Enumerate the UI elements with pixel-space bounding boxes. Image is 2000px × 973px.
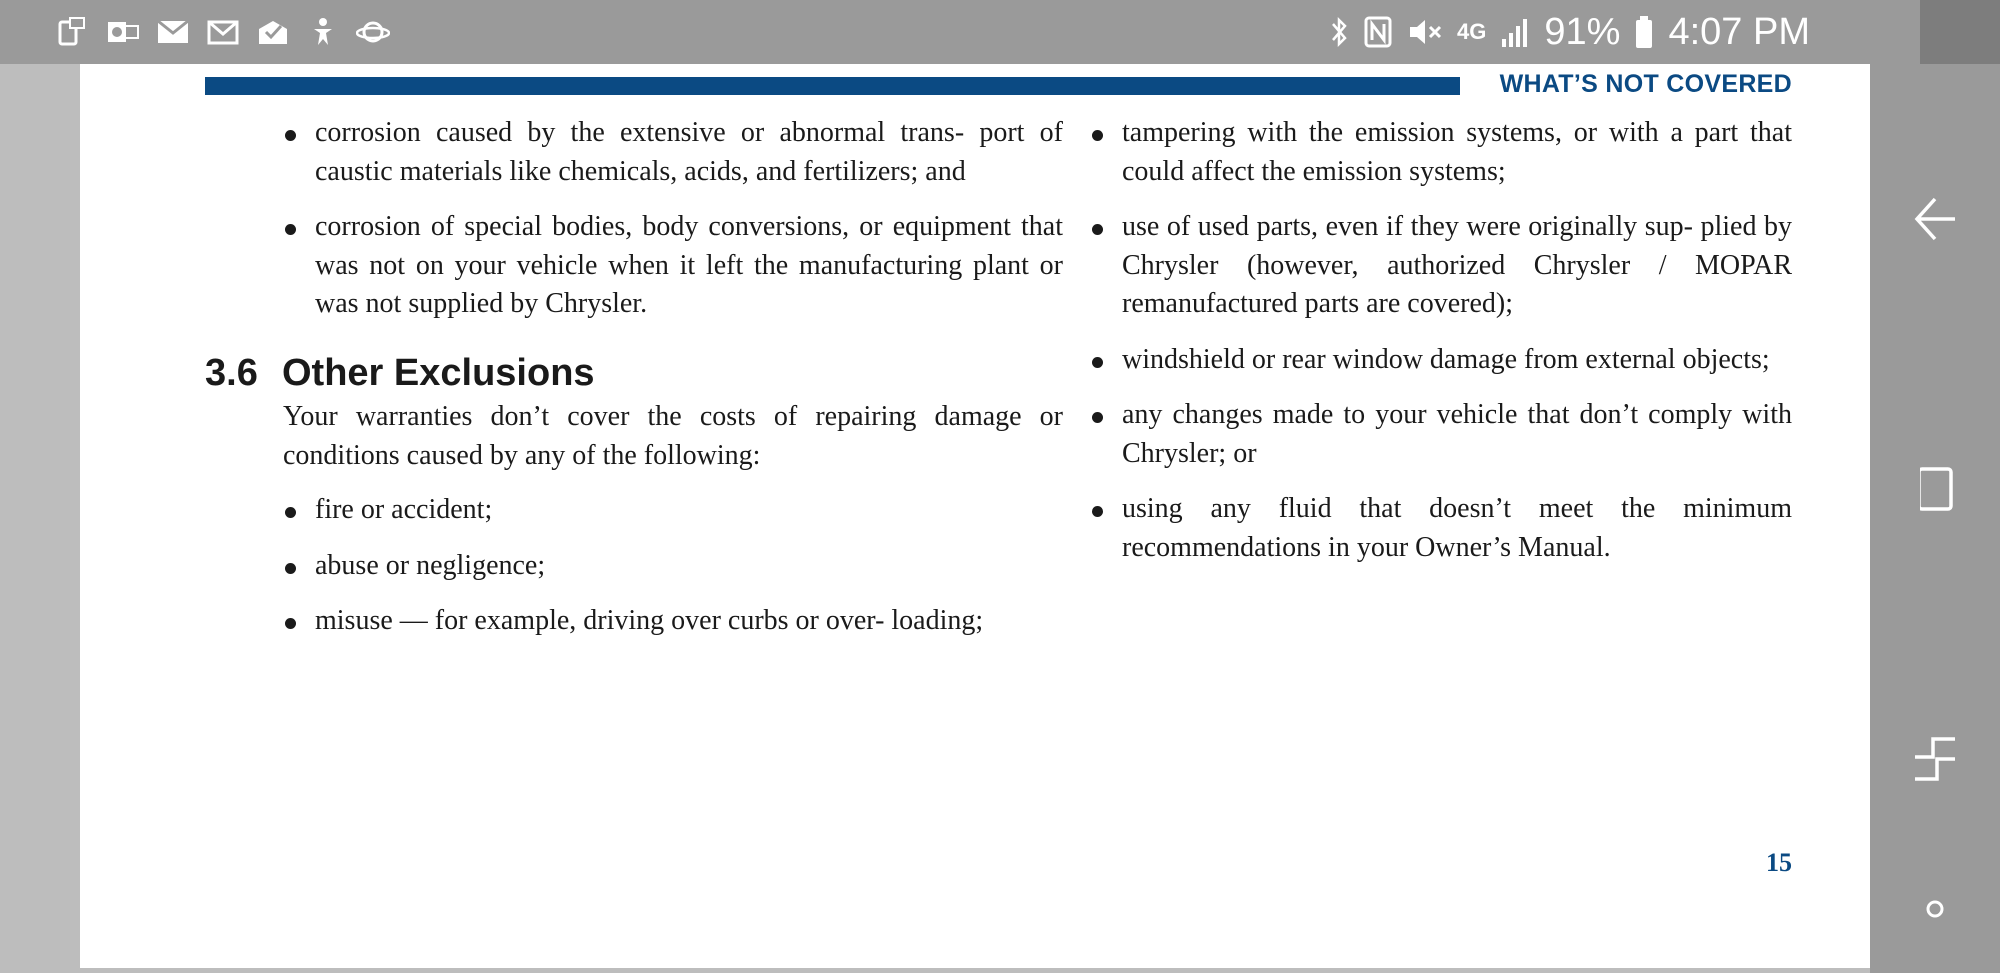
battery-percent: 91% xyxy=(1544,10,1621,53)
header-rule xyxy=(205,77,1460,95)
overview-icon xyxy=(1911,729,1959,789)
signal-icon xyxy=(1500,15,1530,49)
subsection-number: 3.6 xyxy=(205,351,258,394)
bullet-list-right xyxy=(1090,114,1792,567)
home-dot-icon xyxy=(1911,879,1959,939)
mail-check-icon xyxy=(256,17,290,47)
status-bar xyxy=(0,0,1920,64)
outlook-icon xyxy=(106,17,140,47)
navigation-bar xyxy=(1870,64,2000,973)
subsection-title: Other Exclusions xyxy=(282,351,595,394)
bluetooth-icon xyxy=(1329,15,1349,49)
list-item: misuse — for example, driving over curbs or over- loading; xyxy=(283,602,1063,641)
network-type: 4G xyxy=(1457,19,1487,44)
planet-icon xyxy=(356,17,390,47)
back-button[interactable] xyxy=(1870,164,2000,274)
bullet-list-bottom xyxy=(283,491,1063,641)
nfc-icon xyxy=(1363,15,1393,49)
recent-apps-button[interactable] xyxy=(1870,434,2000,544)
page-number: 15 xyxy=(1766,848,1792,877)
running-header: WHAT’S NOT COVERED xyxy=(1499,70,1792,98)
list-item: abuse or negligence; xyxy=(283,547,1063,586)
list-item: corrosion caused by the extensive or abnormal trans- port of caustic materials like chemicals, acids, and fertilizers; and xyxy=(283,114,1063,191)
list-item: fire or accident; xyxy=(283,491,1063,530)
overview-button[interactable] xyxy=(1870,704,2000,814)
clock: 4:07 PM xyxy=(1668,10,1810,53)
back-icon xyxy=(1911,189,1959,249)
list-item: use of used parts, even if they were originally sup- plied by Chrysler (however, authorized Chrysler / MOPAR remanufactured parts are covered); xyxy=(1090,208,1792,324)
recent-apps-icon xyxy=(1911,459,1959,519)
list-item: using any fluid that doesn’t meet the minimum recommendations in your Owner’s Manual. xyxy=(1090,490,1792,567)
mute-icon xyxy=(1407,15,1443,49)
document-page[interactable] xyxy=(80,64,1870,968)
list-item: any changes made to your vehicle that don’t comply with Chrysler; or xyxy=(1090,396,1792,473)
mail-icon xyxy=(156,17,190,47)
home-button[interactable] xyxy=(1870,854,2000,964)
list-item: corrosion of special bodies, body conversions, or equipment that was not on your vehicle when it left the manufacturing plant or was not supplied by Chrysler. xyxy=(283,208,1063,324)
accessibility-icon xyxy=(306,17,340,47)
battery-icon xyxy=(1634,15,1654,49)
left-column xyxy=(205,114,1063,658)
list-item: tampering with the emission systems, or with a part that could affect the emission systems; xyxy=(1090,114,1792,191)
status-indicators xyxy=(1329,8,1810,56)
notification-icons xyxy=(56,12,390,52)
list-item: windshield or rear window damage from external objects; xyxy=(1090,341,1792,380)
intro-paragraph: Your warranties don’t cover the costs of repairing damage or conditions caused by any of the following: xyxy=(283,401,1063,471)
id-badge-icon xyxy=(56,17,90,47)
subsection-heading xyxy=(205,351,1063,394)
bullet-list-top xyxy=(283,114,1063,324)
gmail-icon xyxy=(206,17,240,47)
right-column xyxy=(1090,114,1792,584)
